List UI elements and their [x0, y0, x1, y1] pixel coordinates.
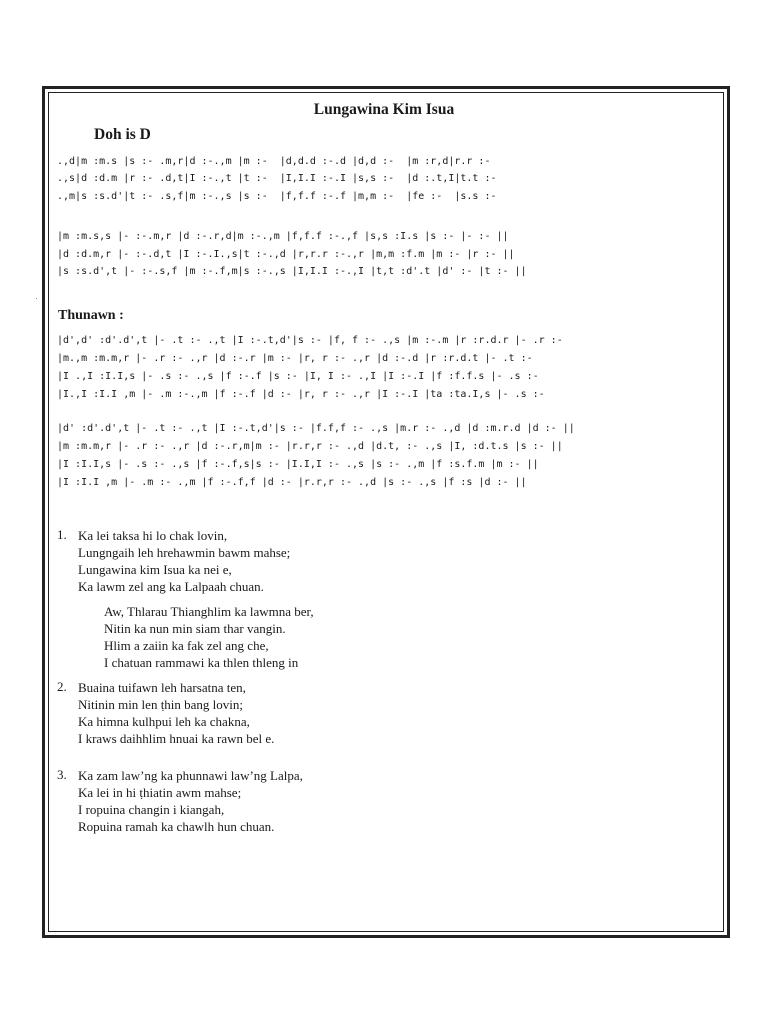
chorus-music-line: |I :I.I,s |- .s :- .,s |f :-.f,s|s :- |I.I,I :- .,s |s :- .,m |f :s.f.m |m :- || — [57, 459, 539, 470]
chorus-music-line: |I .,I :I.I,s |- .s :- .,s |f :-.f |s :- |I, I :- .,I |I :-.I |f :f.f.s |- .s :- — [57, 371, 539, 382]
verse-music-line: .,d|m :m.s |s :- .m,r|d :-.,m |m :- |d,d.d :-.d |d,d :- |m :r,d|r.r :- — [57, 156, 491, 167]
verse-music-line: |s :s.d',t |- :-.s,f |m :-.f,m|s :-.,s |I,I.I :-.,I |t,t :d'.t |d' :- |t :- || — [57, 266, 527, 277]
lyric-line: Nitinin min len ṭhin bang lovin; — [78, 697, 244, 712]
key-signature: Doh is D — [94, 126, 151, 143]
lyric-line: Ropuina ramah ka chawlh hun chuan. — [78, 819, 275, 834]
verse-music-line: .,s|d :d.m |r :- .d,t|I :-.,t |t :- |I,I.I :-.I |s,s :- |d :.t,I|t.t :- — [57, 173, 497, 184]
chorus-music-line: |m :m.m,r |- .r :- .,r |d :-.r,m|m :- |r.r,r :- .,d |d.t, :- .,s |I, :d.t.s |s :- || — [57, 441, 563, 452]
chorus-music-line: |d' :d'.d',t |- .t :- .,t |I :-.t,d'|s :- |f.f,f :- .,s |m.r :- .,d |d :m.r.d |d :- || — [57, 423, 575, 434]
lyric-line: I kraws daihhlim hnuai ka rawn bel e. — [78, 731, 275, 746]
chorus-music-line: |d',d' :d'.d',t |- .t :- .,t |I :-.t,d'|s :- |f, f :- .,s |m :-.m |r :r.d.r |- .r :- — [57, 335, 563, 346]
refrain-line: Nitin ka nun min siam thar vangin. — [104, 621, 286, 636]
lyric-line: I ropuina changin i kiangah, — [78, 802, 225, 817]
lyric-line: Lungawina kim Isua ka nei e, — [78, 562, 232, 577]
chorus-music-line: |m.,m :m.m,r |- .r :- .,r |d :-.r |m :- |r, r :- .,r |d :-.d |r :r.d.t |- .t :- — [57, 353, 533, 364]
chorus-label: Thunawn : — [58, 308, 124, 323]
verse-music-line: .,m|s :s.d'|t :- .s,f|m :-.,s |s :- |f,f.f :-.f |m,m :- |fe :- |s.s :- — [57, 191, 497, 202]
lyric-line: Ka zam law’ng ka phunnawi law’ng Lalpa, — [78, 768, 303, 783]
lyric-line: Buaina tuifawn leh harsatna ten, — [78, 680, 246, 695]
refrain-line: Aw, Thlarau Thianghlim ka lawmna ber, — [104, 604, 314, 619]
refrain-line: Hlim a zaiin ka fak zel ang che, — [104, 638, 269, 653]
lyric-line: Ka lei in hi ṭhiatin awm mahse; — [78, 785, 242, 800]
chorus-music-line: |I :I.I ,m |- .m :- .,m |f :-.f,f |d :- |r.r,r :- .,d |s :- .,s |f :s |d :- || — [57, 477, 527, 488]
scan-speck — [36, 298, 37, 299]
lyric-line: Ka himna kulhpui leh ka chakna, — [78, 714, 250, 729]
verse-music-line: |m :m.s,s |- :-.m,r |d :-.r,d|m :-.,m |f,f.f :-.,f |s,s :I.s |s :- |- :- || — [57, 231, 509, 242]
song-title: Lungawina Kim Isua — [313, 101, 455, 118]
verse-music-line: |d :d.m,r |- :-.d,t |I :-.I.,s|t :-.,d |r,r.r :-.,r |m,m :f.m |m :- |r :- || — [57, 249, 515, 260]
chorus-music-line: |I.,I :I.I ,m |- .m :-.,m |f :-.f |d :- |r, r :- .,r |I :-.I |ta :ta.I,s |- .s :- — [57, 389, 545, 400]
lyric-line: Ka lawm zel ang ka Lalpaah chuan. — [78, 579, 264, 594]
lyric-line: Lungngaih leh hrehawmin bawm mahse; — [78, 545, 291, 560]
refrain-line: I chatuan rammawi ka thlen thleng in — [104, 655, 299, 670]
verse-number: 3. — [57, 767, 67, 782]
verse-number: 1. — [57, 527, 67, 542]
lyric-line: Ka lei taksa hi lo chak lovin, — [78, 528, 228, 543]
verse-number: 2. — [57, 679, 67, 694]
